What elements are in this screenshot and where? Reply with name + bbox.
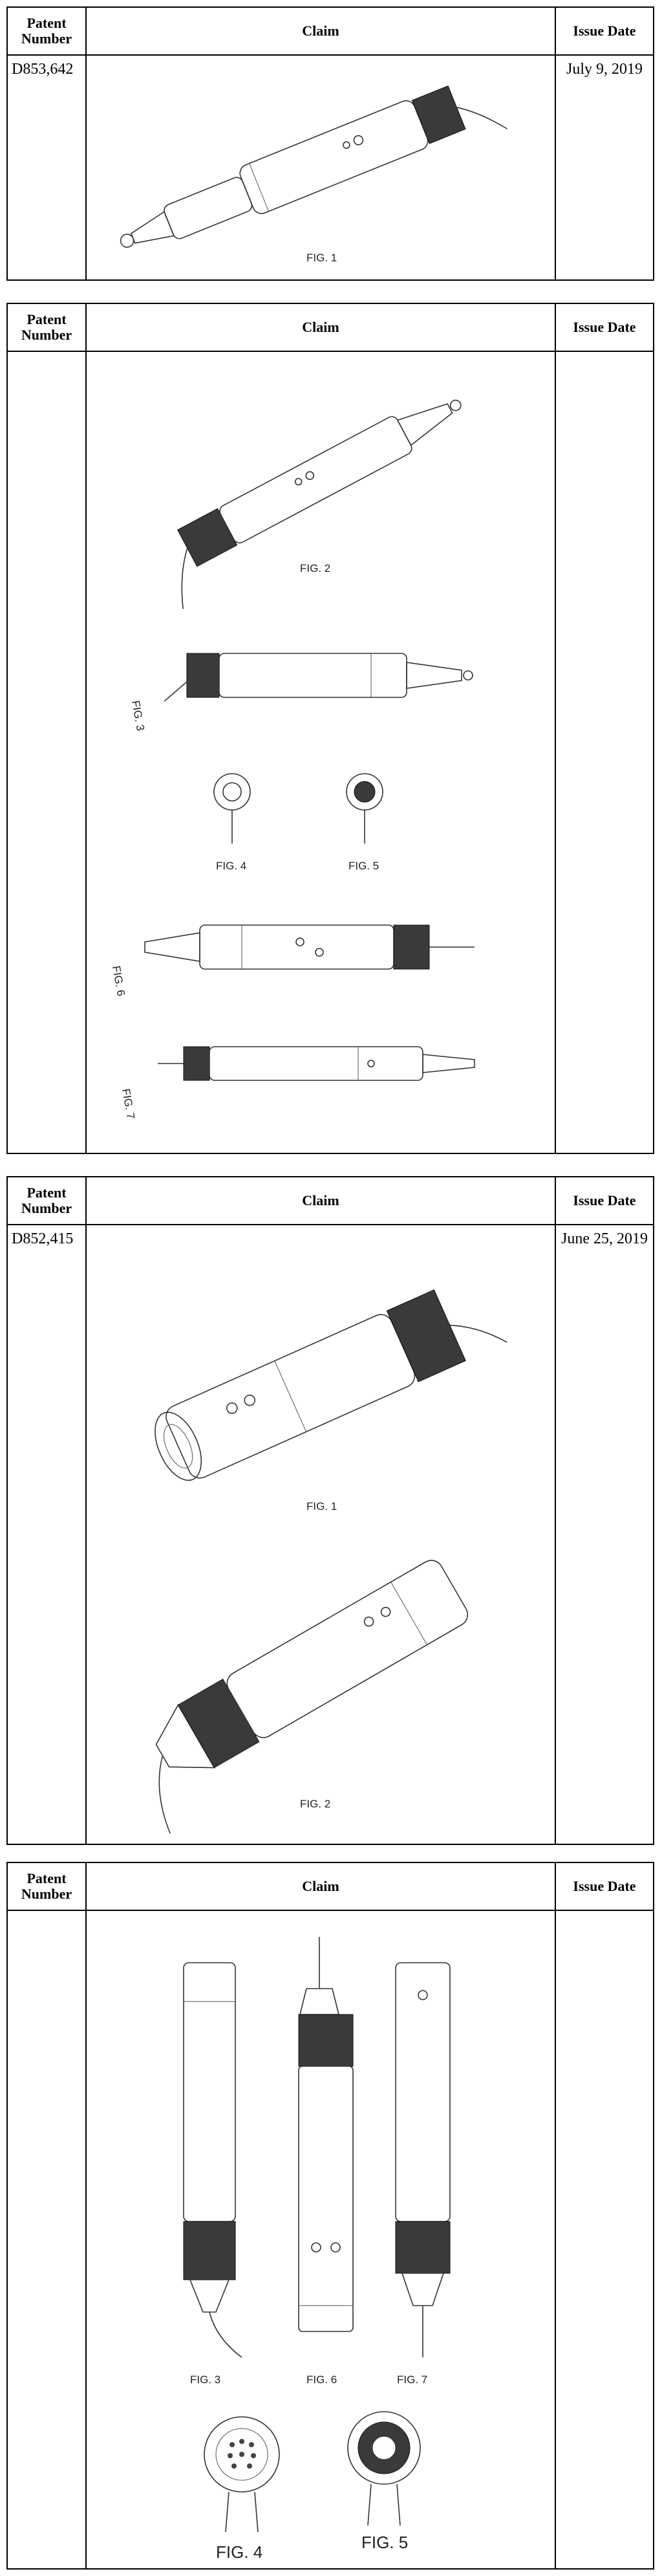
fig-label: FIG. 4	[216, 860, 247, 872]
table-header	[8, 8, 653, 56]
patent-number-cell	[8, 1911, 87, 2570]
patent-number-cell: D852,415	[8, 1225, 87, 1845]
claim-figures	[87, 1911, 556, 2570]
patent-table-3	[6, 1176, 654, 1845]
table-header	[8, 1863, 653, 1911]
header-claim: Claim	[87, 1863, 556, 1910]
fig-label: FIG. 5	[348, 860, 379, 872]
pen-drawing-fig1	[87, 56, 542, 281]
fig-label: FIG. 6	[110, 965, 127, 998]
header-claim: Claim	[87, 8, 556, 54]
table-header	[8, 304, 653, 352]
fig-label: FIG. 4	[216, 2542, 263, 2562]
header-patent-number: Patent Number	[8, 304, 87, 351]
fig-label: FIG. 2	[300, 562, 331, 574]
fig-label: FIG. 5	[361, 2533, 409, 2552]
patent-number-cell: D853,642	[8, 56, 87, 281]
fig-label: FIG. 6	[306, 2374, 337, 2386]
header-patent-number: Patent Number	[8, 1177, 87, 1224]
pen-drawings-fig3-7	[87, 1911, 542, 2570]
table-header	[8, 1177, 653, 1225]
header-claim: Claim	[87, 304, 556, 351]
claim-figures	[87, 352, 556, 1154]
patent-table-4	[6, 1862, 654, 2570]
header-patent-number: Patent Number	[8, 1863, 87, 1910]
issue-date-cell: June 25, 2019	[561, 1230, 648, 1247]
patent-table-1	[6, 6, 654, 281]
fig-label: FIG. 3	[190, 2374, 221, 2386]
pen-drawings-fig1-2	[87, 1225, 542, 1845]
fig-label: FIG. 7	[120, 1087, 137, 1120]
header-issue-date: Issue Date	[573, 23, 636, 39]
fig-label: FIG. 1	[306, 1500, 337, 1512]
claim-figures	[87, 1225, 556, 1845]
fig-label: FIG. 3	[129, 699, 147, 732]
issue-date-cell	[556, 352, 653, 1154]
issue-date-cell	[556, 1911, 653, 2570]
pen-drawings-fig2-7	[87, 352, 542, 1154]
fig-label: FIG. 7	[397, 2374, 428, 2386]
header-claim: Claim	[87, 1177, 556, 1224]
fig-label: FIG. 1	[306, 252, 337, 264]
header-issue-date: Issue Date	[573, 1878, 636, 1894]
fig-label: FIG. 2	[300, 1798, 331, 1810]
patent-table-2	[6, 303, 654, 1154]
header-issue-date: Issue Date	[573, 319, 636, 335]
header-issue-date: Issue Date	[573, 1192, 636, 1208]
claim-figures	[87, 56, 556, 281]
header-patent-number: Patent Number	[8, 8, 87, 54]
issue-date-cell: July 9, 2019	[566, 61, 643, 78]
patent-number-cell	[8, 352, 87, 1154]
